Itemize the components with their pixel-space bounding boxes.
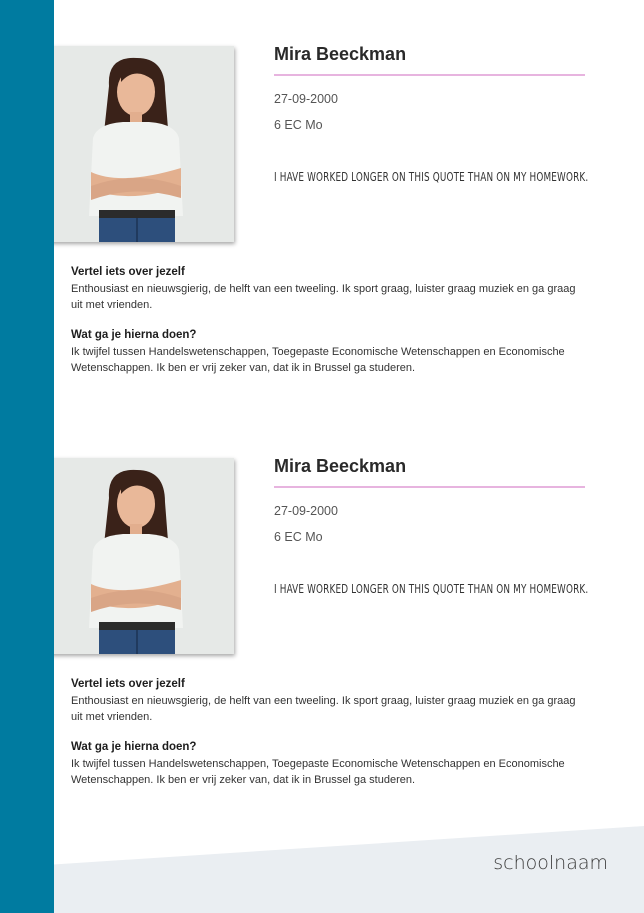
- birthdate: 27-09-2000: [274, 92, 338, 106]
- answer-about: Enthousiast en nieuwsgierig, de helft van een tweeling. Ik sport graag, luister graag muziek en ga graag uit met vrienden.: [71, 283, 576, 311]
- student-photo-illustration: [37, 458, 234, 654]
- question-heading-next: Wat ga je hierna doen?: [71, 741, 197, 753]
- student-quote: I HAVE WORKED LONGER ON THIS QUOTE THAN ON MY HOMEWORK.: [274, 170, 589, 184]
- question-heading-about: Vertel iets over jezelf: [71, 266, 185, 278]
- school-name: schoolnaam: [493, 852, 608, 874]
- answer-about: Enthousiast en nieuwsgierig, de helft van een tweeling. Ik sport graag, luister graag muziek en ga graag uit met vrienden.: [71, 695, 576, 723]
- student-quote: I HAVE WORKED LONGER ON THIS QUOTE THAN ON MY HOMEWORK.: [274, 582, 589, 596]
- student-name: Mira Beeckman: [274, 456, 407, 476]
- left-color-bar: [0, 0, 54, 913]
- student-photo: [37, 458, 234, 654]
- student-photo: [37, 46, 234, 242]
- question-heading-next: Wat ga je hierna doen?: [71, 329, 197, 341]
- student-name: Mira Beeckman: [274, 44, 407, 64]
- name-underline: [274, 74, 585, 76]
- question-heading-about: Vertel iets over jezelf: [71, 678, 185, 690]
- name-underline: [274, 486, 585, 488]
- birthdate: 27-09-2000: [274, 504, 338, 518]
- answer-next: Ik twijfel tussen Handelswetenschappen, Toegepaste Economische Wetenschappen en Economische Wetenschappen. Ik ben er vrij zeker van, dat ik in Brussel ga studeren.: [71, 346, 565, 374]
- class-label: 6 EC Mo: [274, 118, 323, 132]
- student-photo-illustration: [37, 46, 234, 242]
- answer-next: Ik twijfel tussen Handelswetenschappen, Toegepaste Economische Wetenschappen en Economische Wetenschappen. Ik ben er vrij zeker van, dat ik in Brussel ga studeren.: [71, 758, 565, 786]
- class-label: 6 EC Mo: [274, 530, 323, 544]
